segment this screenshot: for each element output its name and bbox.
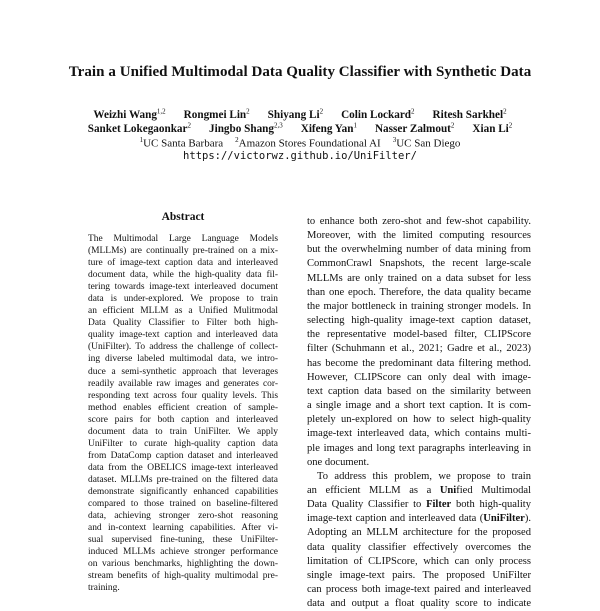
- text-line: a single image and a short text caption. It is com-: [307, 400, 531, 412]
- affiliation-name: Amazon Stores Foundational AI: [238, 137, 381, 150]
- text-line: on various benchmarks, highlighting the down-: [88, 559, 278, 570]
- text-line: data from the OBELICS image-text interleaved: [88, 462, 278, 473]
- author-name: Weizhi Wang$^{1,2}$: [93, 107, 166, 121]
- text-line: responding text across four quality levels. This: [88, 390, 278, 401]
- text-line: but the overwhelming number of data mining from: [307, 244, 531, 256]
- author-affiliation-mark: 2: [187, 121, 191, 129]
- author-list-line-1: [20, 107, 580, 121]
- author-name: Shiyang Li$^2$: [267, 107, 324, 121]
- text-line: (MLLMs) are continually pre-trained on a mix-: [88, 246, 278, 257]
- affiliation-name: UC Santa Barbara: [143, 137, 224, 150]
- text-line: the representative model-based filter, CLIPScore: [307, 329, 531, 341]
- text-line: ture of image-text caption data and interleaved: [88, 258, 278, 269]
- text-line: Adopting an MLLM architecture for the proposed: [307, 527, 531, 539]
- text-line: However, CLIPScore can only deal with image-: [307, 371, 531, 383]
- text-line: dataset. MLLMs pre-trained on the filtered data: [88, 474, 278, 485]
- author-affiliation-mark: 2: [319, 107, 324, 115]
- text-line: tering towards image-text interleaved document: [88, 282, 278, 293]
- introduction-body: [307, 215, 531, 611]
- text-line: data is under-explored. We propose to train: [88, 294, 278, 305]
- author-affiliation-mark: 2: [503, 107, 507, 115]
- affiliations: [0, 136, 600, 150]
- author-affiliation-mark: 1: [353, 121, 357, 129]
- text-line: Data Quality Classifier to Filter both high-: [88, 318, 278, 329]
- text-line: MLLMs are only trained on a data subset for less: [307, 272, 531, 284]
- text-line: document data to train UniFilter. We apply: [88, 426, 278, 437]
- text-line: image-text caption and interleaved data (UniFilter).: [307, 513, 531, 525]
- author-affiliation-mark: 2,3: [273, 121, 283, 129]
- author-name: Nasser Zalmout$^2$: [374, 121, 455, 135]
- text-line: CommonCrawl Snapshots, the recent large-scale: [307, 258, 531, 270]
- text-line: one document.: [307, 456, 370, 468]
- author-name: Jingbo Shang$^{2,3}$: [209, 121, 283, 135]
- text-line: text caption data based on the similarity between: [307, 385, 531, 397]
- text-line: sual supervised fine-tuning, these UniFilter-: [88, 535, 278, 546]
- text-line: document data, while the high-quality data fil-: [88, 270, 278, 281]
- text-line: data quality classifier effectively overcomes the: [307, 541, 531, 553]
- text-line: The Multimodal Large Language Models: [88, 234, 278, 244]
- text-line: data, achieving stronger zero-shot reasoning: [88, 511, 278, 522]
- text-line: to enhance both zero-shot and few-shot capability.: [307, 216, 531, 227]
- text-line: ing diverse labeled multimodal data, we intro-: [88, 354, 278, 365]
- author-name: Sanket Lokegaonkar$^2$: [87, 121, 191, 135]
- author-name: Colin Lockard$^2$: [341, 107, 415, 121]
- abstract-body: [88, 233, 278, 594]
- text-line: quality image-text caption and interleaved data: [88, 330, 278, 341]
- abstract-heading: Abstract: [161, 211, 205, 223]
- text-line: demonstrate significantly enhanced capabilities: [88, 486, 278, 497]
- text-line: method enables efficient creation of sample-: [88, 402, 278, 413]
- author-affiliation-mark: 2: [508, 121, 513, 129]
- text-line: limitation of CLIPScore, which can only process: [307, 555, 531, 567]
- project-url[interactable]: https://victorwz.github.io/UniFilter/: [183, 150, 417, 162]
- text-line: an efficient MLLM as a Unified Multimodal: [307, 484, 531, 496]
- text-line: single image-text pairs. The proposed UniFilter: [307, 569, 531, 581]
- author-affiliation-mark: 2: [450, 121, 455, 129]
- text-line: and in-context learning capabilities. After vi-: [88, 523, 278, 534]
- affiliation-mark: 2: [235, 136, 239, 144]
- text-line: ple images and long text paragraphs interleaving in: [307, 442, 531, 454]
- author-affiliation-mark: 2: [246, 107, 250, 115]
- text-line: induced MLLMs achieve stronger performance: [88, 547, 278, 558]
- text-line: can process both image-text paired and interleaved: [307, 584, 531, 596]
- text-line: the major bottleneck in training stronger models. In: [307, 300, 531, 312]
- text-line: score pairs for both caption and interleaved: [88, 414, 278, 425]
- author-name: Xifeng Yan$^1$: [300, 121, 357, 135]
- author-name: Rongmei Lin$^2$: [183, 107, 250, 121]
- text-line: UniFilter to curate high-quality caption data: [88, 438, 278, 449]
- text-line: readily available raw images and generates cor-: [88, 378, 278, 389]
- paper-title: Train a Unified Multimodal Data Quality Classifier with Synthetic Data: [68, 64, 532, 80]
- text-line: from DataComp caption dataset and interleaved: [88, 450, 278, 461]
- affiliation-name: UC San Diego: [396, 137, 461, 150]
- text-line: To address this problem, we propose to train: [317, 470, 531, 482]
- affiliation-mark: 1: [139, 136, 144, 144]
- text-line: image-text interleaved data, which contains multi-: [307, 428, 531, 440]
- text-line: pletely un-explored on how to select high-quality: [307, 414, 531, 426]
- author-affiliation-mark: 2: [411, 107, 415, 115]
- text-line: Moreover, with the limited computing resources: [307, 230, 531, 242]
- text-line: selecting high-quality image-text caption dataset,: [307, 315, 531, 327]
- text-line: has become the predominant data filtering method.: [307, 357, 531, 369]
- author-list-line-2: [20, 121, 580, 135]
- text-line: training.: [88, 583, 120, 594]
- text-line: stream benefits of high-quality multimodal pre-: [88, 571, 278, 582]
- text-line: an efficient MLLM as a Unified Mulitmodal: [88, 306, 278, 317]
- author-name: Ritesh Sarkhel$^2$: [432, 107, 507, 121]
- text-line: duce a semi-synthetic approach that leverages: [88, 366, 278, 377]
- author-name: Xian Li$^2$: [472, 121, 513, 135]
- text-line: (UniFilter). To address the challenge of collect-: [88, 342, 278, 353]
- text-line: data and output a float quality score to indicate: [307, 598, 531, 610]
- affiliation-mark: 3: [392, 136, 397, 144]
- author-affiliation-mark: 1,2: [156, 107, 166, 115]
- text-line: filter (Schuhmann et al., 2021; Gadre et al., 2023): [307, 343, 531, 355]
- text-line: than one epoch. Therefore, the data quality became: [307, 286, 531, 298]
- text-line: compared to those trained on baseline-filtered: [88, 499, 278, 510]
- text-line: Data Quality Classifier to Filter both high-quality: [307, 499, 531, 511]
